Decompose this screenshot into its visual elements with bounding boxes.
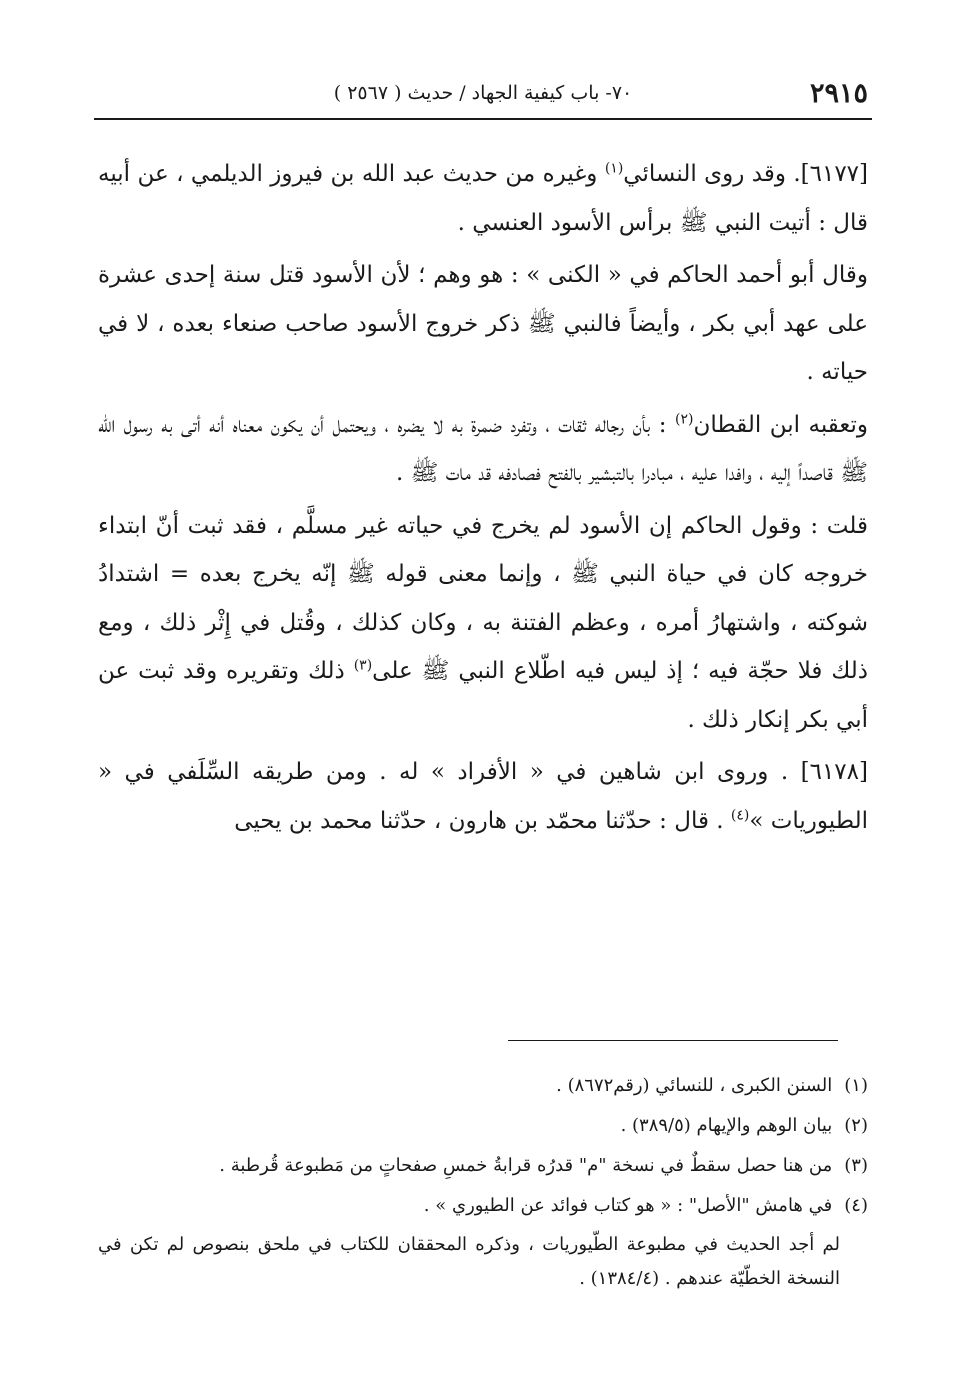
footnote-text: في هامش "الأصل" : « هو كتاب فوائد عن الطيوري » . <box>423 1195 833 1216</box>
footnote-number: (٢) <box>844 1115 868 1136</box>
running-title: ٧٠- باب كيفية الجهاد / حديث ( ٢٥٦٧ ) <box>333 82 633 104</box>
footnote-ref-4[interactable]: (٤) <box>730 806 750 823</box>
paragraph-text: ذلك وتقريره وقد ثبت عن أبي بكر إنكار ذلك . <box>98 658 868 733</box>
paragraph-text: [٦١٧٧]. وقد روى النسائي <box>623 161 869 187</box>
footnote-ref-1[interactable]: (١) <box>604 160 624 177</box>
paragraph-text: : بأن رجاله ثقات ، وتفرد ضمرة به لا يضره ، ويحتمل أن يكون معناه أنه أتى به رسول الله ﷺ قاصداً إليه ، وافدا عليه ، مبادرا بالتبشير بالفتح فصادفه قد مات ﷺ . <box>98 411 868 486</box>
footnote-text: من هنا حصل سقطٌ في نسخة "م" قدرُه قرابةُ خمسِ صفحاتٍ من مَطبوعة قُرطبة . <box>219 1155 833 1176</box>
paragraph-6177 <box>98 150 868 247</box>
book-page <box>98 70 869 1289</box>
paragraph-text: وتعقبه ابن القطان <box>693 411 868 438</box>
paragraph-6178 <box>98 748 868 845</box>
footnote-number: (٤) <box>844 1195 868 1216</box>
header-rule <box>94 118 872 120</box>
page-number: ٢٩١٥ <box>809 78 868 109</box>
paragraph-ibn-qattan <box>98 401 868 498</box>
footnote-number: (١) <box>844 1075 868 1096</box>
footnote-3 <box>98 1146 868 1186</box>
footnote-text: السنن الكبرى ، للنسائي (رقم٨٦٧٢) . <box>556 1075 833 1096</box>
paragraph-qultu <box>98 502 868 745</box>
footnote-4-continuation: لم أجد الحديث في مطبوعة الطّيوريات ، وذكره المحققان للكتاب في ملحق بنصوص لم تكن في النسخة الخطّيّة عندهم . (١٣٨٤/٤) . <box>98 1234 840 1289</box>
footnote-1 <box>98 1066 868 1106</box>
paragraph-hakim: وقال أبو أحمد الحاكم في « الكنى » : هو وهم ؛ لأن الأسود قتل سنة إحدى عشرة على عهد أبي بكر ، وأيضاً فالنبي ﷺ ذكر خروج الأسود صاحب صنعاء بعده ، لا في حياته . <box>98 262 868 385</box>
paragraph-text: وغيره من حديث عبد الله بن فيروز الديلمي ، عن أبيه قال : أتيت النبي ﷺ برأس الأسود العنسي . <box>98 161 868 236</box>
paragraph-text: . قال : حدّثنا محمّد بن هارون ، حدّثنا محمد بن يحيى <box>234 807 731 834</box>
footnote-ref-3[interactable]: (٣) <box>353 657 373 674</box>
paragraph-text: قلت : وقول الحاكم إن الأسود لم يخرج في حياته غير مسلَّم ، فقد ثبت أنّ ابتداء خروجه كان في حياة النبي ﷺ ، وإنما معنى قوله ﷺ إنّه يخرج بعده = اشتدادُ شوكته ، واشتهارُ أمره ، وعظم الفتنة به ، وكان كذلك ، وقُتل في إِثْر ذلك ، ومع ذلك فلا حجّة فيه ؛ إذ ليس فيه اطّلاع النبي ﷺ على <box>98 512 868 684</box>
main-text <box>98 150 868 845</box>
footnote-text: بيان الوهم والإيهام (٣٨٩/٥) . <box>620 1115 833 1136</box>
footnote-ref-2[interactable]: (٢) <box>674 410 694 427</box>
paragraph-text: [٦١٧٨] . وروى ابن شاهين في « الأفراد » له . ومن طريقه السِّلَفي في « الطيوريات » <box>98 759 868 834</box>
page-header <box>98 70 868 114</box>
footnote-number: (٣) <box>844 1155 868 1176</box>
footnote-4 <box>98 1186 868 1226</box>
footnote-separator <box>508 1040 838 1041</box>
footnote-2 <box>98 1106 868 1146</box>
footnotes <box>98 1066 868 1296</box>
